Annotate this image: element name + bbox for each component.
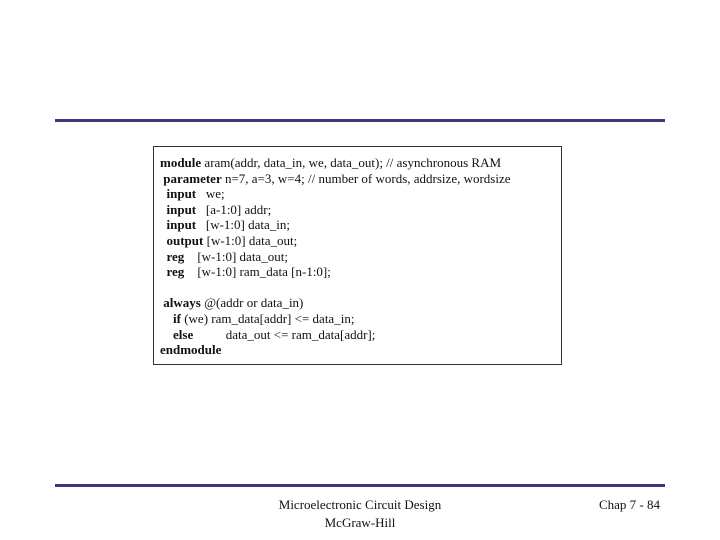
- bottom-divider: [55, 484, 665, 487]
- code-line: [160, 202, 561, 218]
- code-line: [160, 249, 561, 265]
- code-keyword: else: [160, 326, 194, 342]
- code-keyword: always: [160, 295, 201, 311]
- code-keyword: if: [160, 310, 181, 326]
- footer-book-title: Microelectronic Circuit Design: [278, 497, 442, 512]
- footer-publisher: McGraw-Hill: [324, 515, 396, 530]
- code-text: data_out <= ram_data[addr];: [193, 326, 376, 342]
- code-text: (we) ram_data[addr] <= data_in;: [180, 310, 355, 326]
- code-keyword: input: [160, 217, 197, 233]
- code-line: [160, 264, 561, 280]
- code-text: [a-1:0] addr;: [196, 201, 272, 217]
- code-keyword: input: [160, 186, 197, 202]
- code-text: [w-1:0] data_out;: [203, 232, 298, 248]
- code-line: [160, 155, 561, 171]
- code-keyword: reg: [160, 248, 185, 264]
- code-listing: [153, 146, 562, 365]
- code-keyword: output: [160, 232, 204, 248]
- code-line: [160, 311, 561, 327]
- code-text: @(addr or data_in): [200, 295, 304, 311]
- code-keyword: parameter: [160, 170, 222, 186]
- code-text: [w-1:0] data_out;: [184, 248, 288, 264]
- code-line: [160, 295, 561, 311]
- footer-credits: [240, 496, 480, 532]
- code-text: we;: [196, 186, 225, 202]
- code-keyword: module: [160, 155, 202, 170]
- code-keyword: endmodule: [160, 342, 222, 358]
- code-text: [w-1:0] ram_data [n-1:0];: [184, 264, 331, 280]
- top-divider: [55, 119, 665, 122]
- code-line: [160, 171, 561, 187]
- code-line: [160, 327, 561, 343]
- code-keyword: input: [160, 201, 197, 217]
- code-line: [160, 217, 561, 233]
- code-line: [160, 342, 561, 358]
- code-line: [160, 186, 561, 202]
- code-line: [160, 233, 561, 249]
- code-blank-line: [160, 280, 561, 296]
- footer-page-number: Chap 7 - 84: [598, 497, 660, 512]
- code-text: [w-1:0] data_in;: [196, 217, 291, 233]
- code-text: n=7, a=3, w=4; // number of words, addrsize, wordsize: [221, 170, 511, 186]
- code-text: aram(addr, data_in, we, data_out); // asynchronous RAM: [201, 155, 502, 170]
- code-keyword: reg: [160, 264, 185, 280]
